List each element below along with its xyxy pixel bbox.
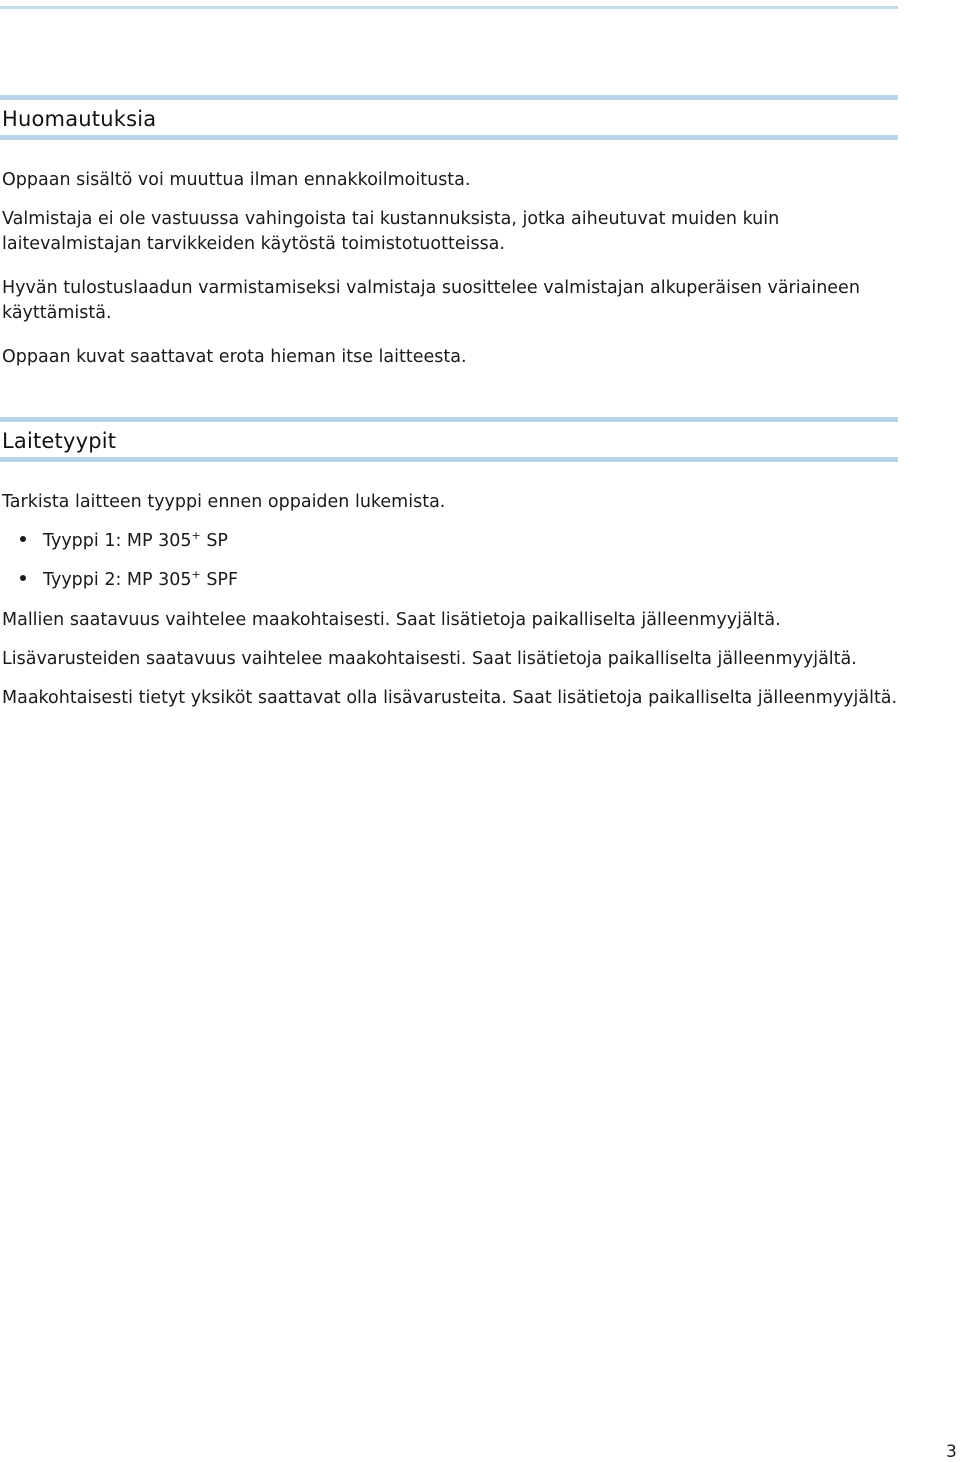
device-type-1-superscript: + xyxy=(191,529,201,542)
notes-heading: Huomautuksia xyxy=(2,107,157,131)
availability-paragraph-3: Maakohtaisesti tietyt yksiköt saattavat olla lisävarusteita. Saat lisätietoja paikalliselta jälleenmyyjältä. xyxy=(2,688,898,708)
notes-paragraph-2: Valmistaja ei ole vastuussa vahingoista tai kustannuksista, jotka aiheutuvat muiden kuin laitevalmistajan tarvikkeiden käytöstä toimistotuotteissa. xyxy=(2,209,780,254)
bullet-icon xyxy=(20,575,26,581)
device-type-1-model: Tyyppi 1: MP 305 xyxy=(43,531,192,551)
availability-paragraph-1: Mallien saatavuus vaihtelee maakohtaisesti. Saat lisätietoja paikalliselta jälleenmyyjältä. xyxy=(2,610,781,630)
device-types-intro: Tarkista laitteen tyyppi ennen oppaiden lukemista. xyxy=(2,492,446,512)
device-type-item-2 xyxy=(20,568,620,593)
notes-paragraph-3: Hyvän tulostuslaadun varmistamiseksi valmistaja suosittelee valmistajan alkuperäisen väriaineen käyttämistä. xyxy=(2,278,860,323)
page-number: 3 xyxy=(946,1442,957,1462)
notes-paragraph-4: Oppaan kuvat saattavat erota hieman itse laitteesta. xyxy=(2,347,467,367)
device-types-section-heading xyxy=(0,417,898,462)
bullet-icon xyxy=(20,536,26,542)
notes-section-heading xyxy=(0,95,898,140)
device-type-item-1 xyxy=(20,529,620,554)
device-types-heading: Laitetyypit xyxy=(2,429,117,453)
availability-paragraph-2: Lisävarusteiden saatavuus vaihtelee maakohtaisesti. Saat lisätietoja paikalliselta jälleenmyyjältä. xyxy=(2,649,857,669)
device-type-1-suffix: SP xyxy=(200,531,228,551)
device-type-2-model: Tyyppi 2: MP 305 xyxy=(43,570,192,590)
device-type-2-suffix: SPF xyxy=(200,570,239,590)
heading-bar-bottom xyxy=(0,457,898,462)
heading-bar-bottom xyxy=(0,135,898,140)
top-rule xyxy=(0,6,898,9)
device-type-2-superscript: + xyxy=(191,568,201,581)
notes-paragraph-1: Oppaan sisältö voi muuttua ilman ennakkoilmoitusta. xyxy=(2,170,471,190)
